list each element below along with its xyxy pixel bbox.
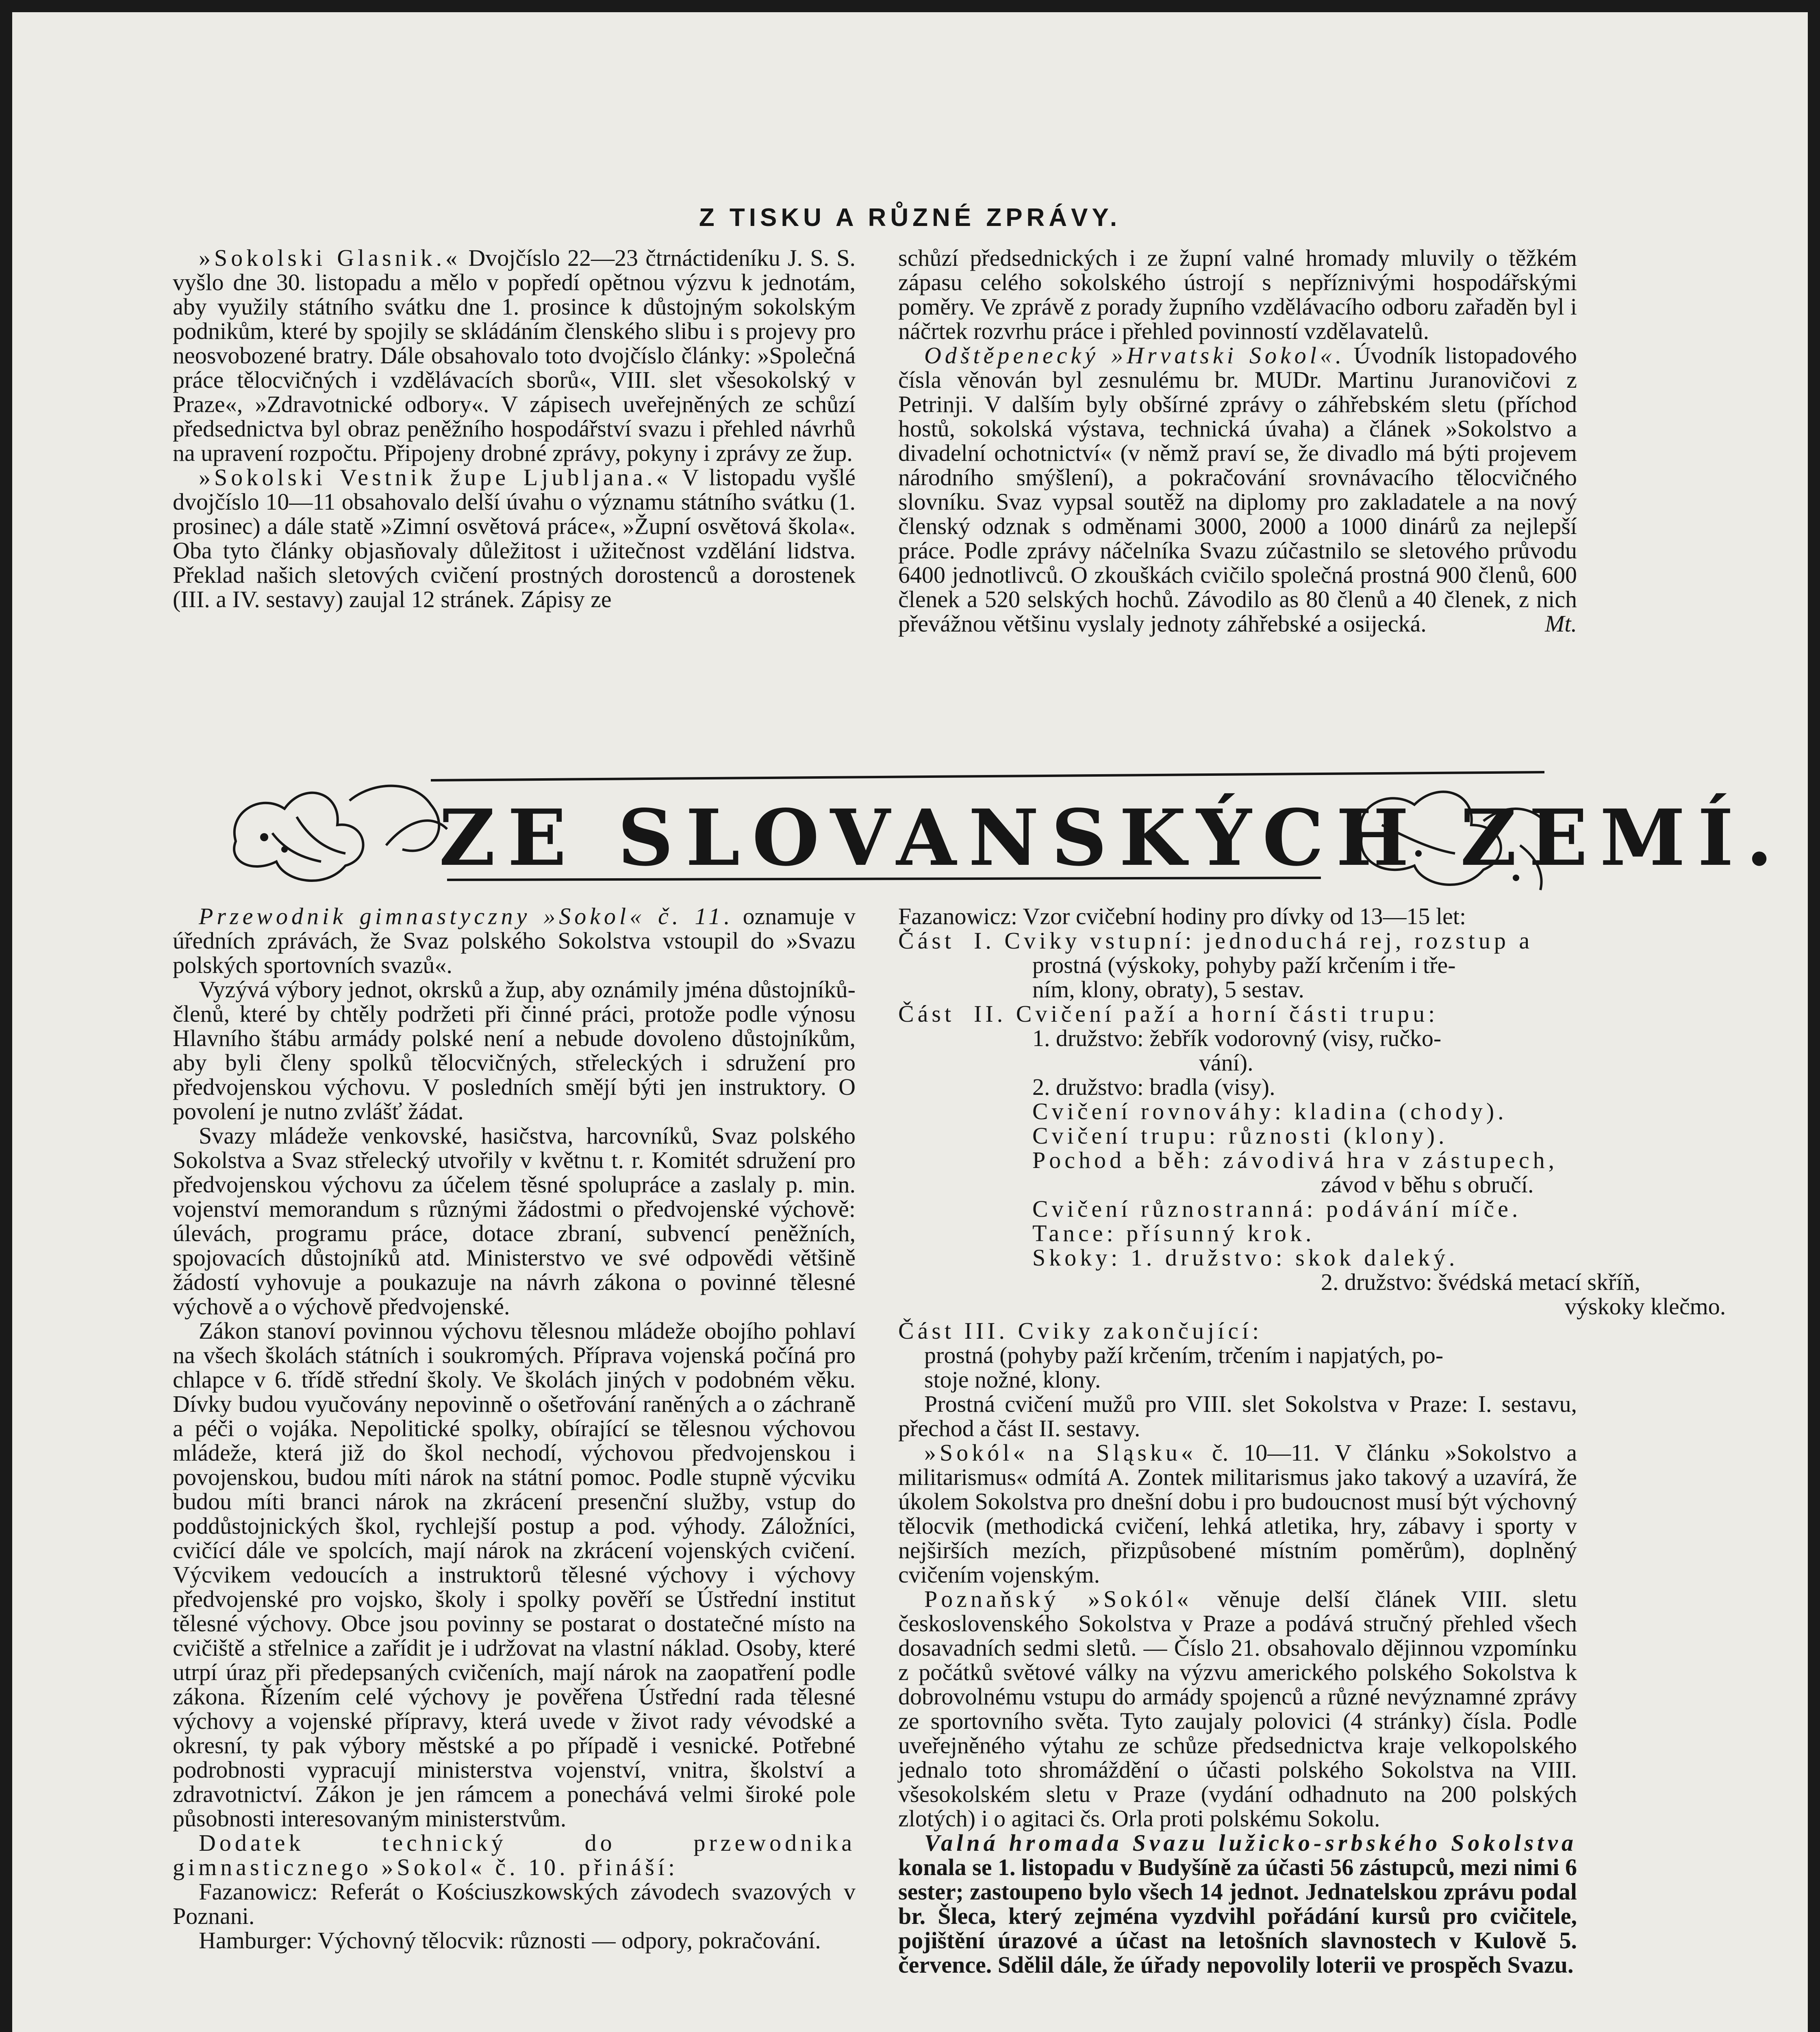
exercise-schedule (898, 903, 1726, 1393)
schedule-line: prostná (výskoky, pohyby paží krčením i tře- (1032, 952, 1456, 978)
schedule-line: 2. družstvo: bradla (visy). (1032, 1074, 1275, 1100)
paragraph: Zákon stanoví povinnou výchovu tělesnou mládeže obojího pohlaví na všech školách státních i soukromých. Příprava vojenská počíná pro chlapce v 6. třídě střední školy. Ve školách jiných v podobném věku. Dívky budou vyučovány nepovinně o ošetřování raněných a o záchraně a péči o vojáka. Nepolitické spolky, obírající se tělesnou výchovou mládeže, která již do škol nechodí, výchovou předvojenskou i povojenskou, budou míti nárok na státní pomoc. Podle stupně výcviku budou míti branci nárok na zkrácení presenční služby, vstup do poddůstojnických škol, rychlejší postup a pod. výhody. Záložníci, cvičící dále ve spolcích, mají nárok na zkrácení vojenských cvičení. Výcvikem vedoucích a instruktorů tělesné výchovy i výchovy předvojenské pro vojsko, školy i spolky pověří se Ústřední institut tělesné výchovy. Obce jsou povinny se postarat o dostatečné místo na cvičiště a střelnice a zařídit je i udržovat na vlastní náklad. Osoby, které utrpí úraz při předepsaných cvičeních, mají nárok na zaopatření podle zákona. Řízením celé výchovy je pověřena Ústřední rada tělesné výchovy a vojenské přípravy, která uvede v život rady vévodské a okresní, ty pak výbory městské a po případě i vesnické. Potřebné podrobnosti vypracují ministerstva vojenství, vnitra, školství a zdravotnictví. Zákon je jen rámcem a ponechává velmi široké pole působnosti interesovaným ministerstvům. (173, 1318, 856, 1832)
periodical-title: »Sokól« na Sląsku« (924, 1439, 1197, 1466)
paragraph (173, 1831, 856, 1880)
paragraph-text: oznamuje v úředních zprávách, že Svaz polského Sokolstva vstoupil do »Svazu polských sportovních svazů«. (173, 903, 856, 978)
paragraph-title: Dodatek technický do przewodnika gimnasticznego »Sokol« č. 10. přináší: (173, 1830, 856, 1880)
periodical-title: »Sokolski Glasnik.« (199, 245, 461, 271)
section-banner (203, 756, 1785, 902)
paragraph-text: č. 10—11. V článku »Sokolstvo a militarismus« odmítá A. Zontek militarismus jako takový a uzavírá, že úkolem Sokolstva pro dnešní dobu i pro budoucnost musí být výchovný tělocvik (methodická cvičení, lehká atletika, hry, zábavy i sporty v nejširších mezích, přizpůsobené místním poměrům), doplněný cvičením vojenským. (898, 1439, 1577, 1588)
schedule-line: Pochod a běh: závodivá hra v zástupech, (1032, 1147, 1558, 1173)
schedule-line: 2. družstvo: švédská metací skříň, (1321, 1269, 1641, 1295)
paragraph (898, 343, 1577, 636)
schedule-line: vání). (1199, 1049, 1253, 1076)
paragraph (898, 1441, 1577, 1587)
periodical-title: Poznaňský »Sokól« (924, 1586, 1192, 1612)
schedule-line: Skoky: 1. družstvo: skok daleký. (1032, 1244, 1459, 1271)
paragraph: Svazy mládeže venkovské, hasičstva, harcovníků, Svaz polského Sokolstva a Svaz střelecký utvořily v květnu t. r. Komitét sdružení pro předvojenskou výchovu za účelem těsné spolupráce a zaslaly p. min. vojenství memorandum s různými žádostmi o předvojenské výchově: úlevách, programu práce, dotace zbraní, subvencí peněžních, spojovacích důstojníků atd. Ministerstvo ve své odpovědi většině žádostí vyhovuje a poukazuje na návrh zákona o povinné tělesné výchově a o výchově předvojenské. (173, 1122, 856, 1320)
schedule-line: Část I. Cviky vstupní: jednoduchá rej, rozstup a (898, 927, 1533, 954)
paragraph (173, 904, 856, 977)
paragraph (898, 1831, 1577, 1977)
schedule-line: závod v běhu s obručí. (1321, 1171, 1534, 1198)
periodical-title: »Sokolski Vestnik župe Ljubljana.« (199, 464, 672, 491)
schedule-line: Cvičení trupu: různosti (klony). (1032, 1122, 1448, 1149)
paragraph-text: Dvojčíslo 22—23 čtrnáctideníku J. S. S. vyšlo dne 30. listopadu a mělo v popředí opětnou výzvu k jednotám, aby využily státního svátku dne 1. prosince k důstojným sokolským podnikům, které by spojily se skládáním členského slibu i s projevy pro neosvobozené bratry. Dále obsahovalo toto dvojčíslo články: »Společná práce tělocvičných i vzdělávacích sborů«, VIII. slet všesokolský v Praze«, »Zdravotnické odbory«. V zápisech uveřejněných ze schůzí předsednictva byl obraz peněžního hospodářství svazu i přehled návrhů na upravení rozpočtu. Připojeny drobné zprávy, pokyny i zprávy ze žup. (173, 245, 856, 466)
page (12, 12, 1808, 2032)
periodical-title: Valná hromada Svazu lužicko-srbského Sokolstva (924, 1830, 1577, 1856)
bottom-left-column (173, 904, 856, 1953)
paragraph-text: Úvodník listopadového čísla věnován byl zesnulému br. MUDr. Martinu Juranovičovi z Petrinji. V dalším byly obšírné zprávy o záhřebském sletu (příchod hostů, sokolská výstava, technická úvaha) a článek »Sokolstvo a divadelní ochotnictví« (v němž praví se, že divadlo má býti projevem národního smýšlení), a pokračování srovnávacího tělocvičného slovníku. Svaz vypsal soutěž na diplomy pro zakladatele a na nový členský odznak s odměnami 3000, 2000 a 1000 dinárů za nejlepší práce. Podle zprávy náčelníka Svazu zúčastnilo se sletového průvodu 6400 jednotlivců. O zkouškách cvičilo společná prostná 900 členů, 600 členek a 520 selských hochů. Závodilo as 80 členů a 40 členek, z nich převážnou většinu vyslaly jednoty záhřebské a osijecká. (898, 342, 1577, 637)
section-header: Z TISKU A RŮZNÉ ZPRÁVY. (699, 204, 1121, 232)
paragraph (173, 465, 856, 612)
schedule-line: 1. družstvo: žebřík vodorovný (visy, ručko- (1032, 1025, 1442, 1051)
top-right-column (898, 246, 1577, 636)
schedule-line: stoje nožné, klony. (924, 1366, 1101, 1393)
paragraph: Prostná cvičení mužů pro VIII. slet Sokolstva v Praze: I. sestavu, přechod a část II. sestavy. (898, 1391, 1577, 1442)
signature: Mt. (1545, 610, 1577, 637)
schedule-line: prostná (pohyby paží krčením, trčením i napjatých, po- (924, 1342, 1444, 1368)
schedule-line: Tance: přísunný krok. (1032, 1220, 1315, 1246)
schedule-line: Cvičení různostranná: podávání míče. (1032, 1196, 1522, 1222)
schedule-line: Fazanowicz: Vzor cvičební hodiny pro dívky od 13—15 let: (898, 903, 1466, 929)
schedule-line: Cvičení rovnováhy: kladina (chody). (1032, 1098, 1507, 1125)
paragraph (898, 1587, 1577, 1831)
periodical-title: Przewodnik gimnastyczny »Sokol« č. 11. (199, 903, 734, 929)
banner-title: ZE SLOVANSKÝCH ZEMÍ. (439, 792, 1785, 883)
schedule-line: výskoky klečmo. (1565, 1293, 1726, 1320)
paragraph: Hamburger: Výchovný tělocvik: různosti — odpory, pokračování. (199, 1927, 821, 1954)
paragraph: Fazanowicz: Referát o Kościuszkowských závodech svazových v Poznani. (173, 1878, 856, 1929)
paragraph-text: věnuje delší článek VIII. sletu československého Sokolstva v Praze a podává stručný přehled všech dosavadních sedmi sletů. — Číslo 21. obsahovalo dějinnou vzpomínku z počátků světové války na výzvu amerického polského Sokolstva k dobrovolnému vstupu do armády spojenců a různé nevýznamné zprávy ze sportovního světa. Tyto zaujaly polovici (4 stránky) čísla. Podle uveřejněného výtahu ze schůze předsednictva kraje velkopolského jednalo toto shromáždění o účasti polského Sokolstva na VIII. všesokolském sletu v Praze (vydání odhadnuto na 200 polských zlotých) i o agitaci čs. Orla proti polskému Sokolu. (898, 1586, 1577, 1832)
paragraph (173, 246, 856, 465)
paragraph-text: schůzí předsednických i ze župní valné hromady mluvily o těžkém zápasu celého sokolského ústrojí s nepříznivými hospodářskými poměry. Ve zprávě z porady župního vzdělávacího odboru zařaděn byl i náčrtek rozvrhu práce i přehled povinností vzdělavatelů. (898, 245, 1577, 344)
periodical-title: Odštěpenecký »Hrvatski Sokol«. (924, 342, 1345, 369)
schedule-line: ním, klony, obraty), 5 sestav. (1032, 976, 1305, 1003)
paragraph-text: V listopadu vyšlé dvojčíslo 10—11 obsahovalo delší úvahu o významu státního svátku (1. prosinec) a dále statě »Zimní osvětová práce«, »Župní osvětová škola«. Oba tyto články objasňovaly důležitost i užitečnost vzdělání lidstva. Překlad našich sletových cvičení prostných dorostenců a dorostenek (III. a IV. sestavy) zaujal 12 stránek. Zápisy ze (173, 464, 856, 612)
bottom-right-column (898, 903, 1726, 1978)
top-left-column (173, 246, 856, 612)
schedule-line: Část II. Cvičení paží a horní části trupu: (898, 1001, 1439, 1027)
paragraph (898, 246, 1577, 343)
paragraph: Vyzývá výbory jednot, okrsků a žup, aby oznámily jména důstojníků-členů, které by chtěly podržeti při činné práci, protože podle výnosu Hlavního štábu armády polské není a nebude dovoleno důstojníkům, aby byli členy spolků tělocvičných, střeleckých i sdružení pro předvojenskou výchovu. V posledních smějí býti jen instruktory. O povolení je nutno zvlášť žádat. (173, 976, 856, 1125)
paragraph-text: konala se 1. listopadu v Budyšíně za účasti 56 zástupců, mezi nimi 6 sester; zastoupeno bylo všech 14 jednot. Jednatelskou zprávu podal br. Šleca, který zejména vyzdvihl pořádání kursů pro cvičitele, pojištění úrazové a účast na letošních slavnostech v Kulově 5. července. Sdělil dále, že úřady nepovolily loterii ve prospěch Svazu. (898, 1854, 1577, 1978)
schedule-line: Část III. Cviky zakončující: (898, 1318, 1263, 1344)
